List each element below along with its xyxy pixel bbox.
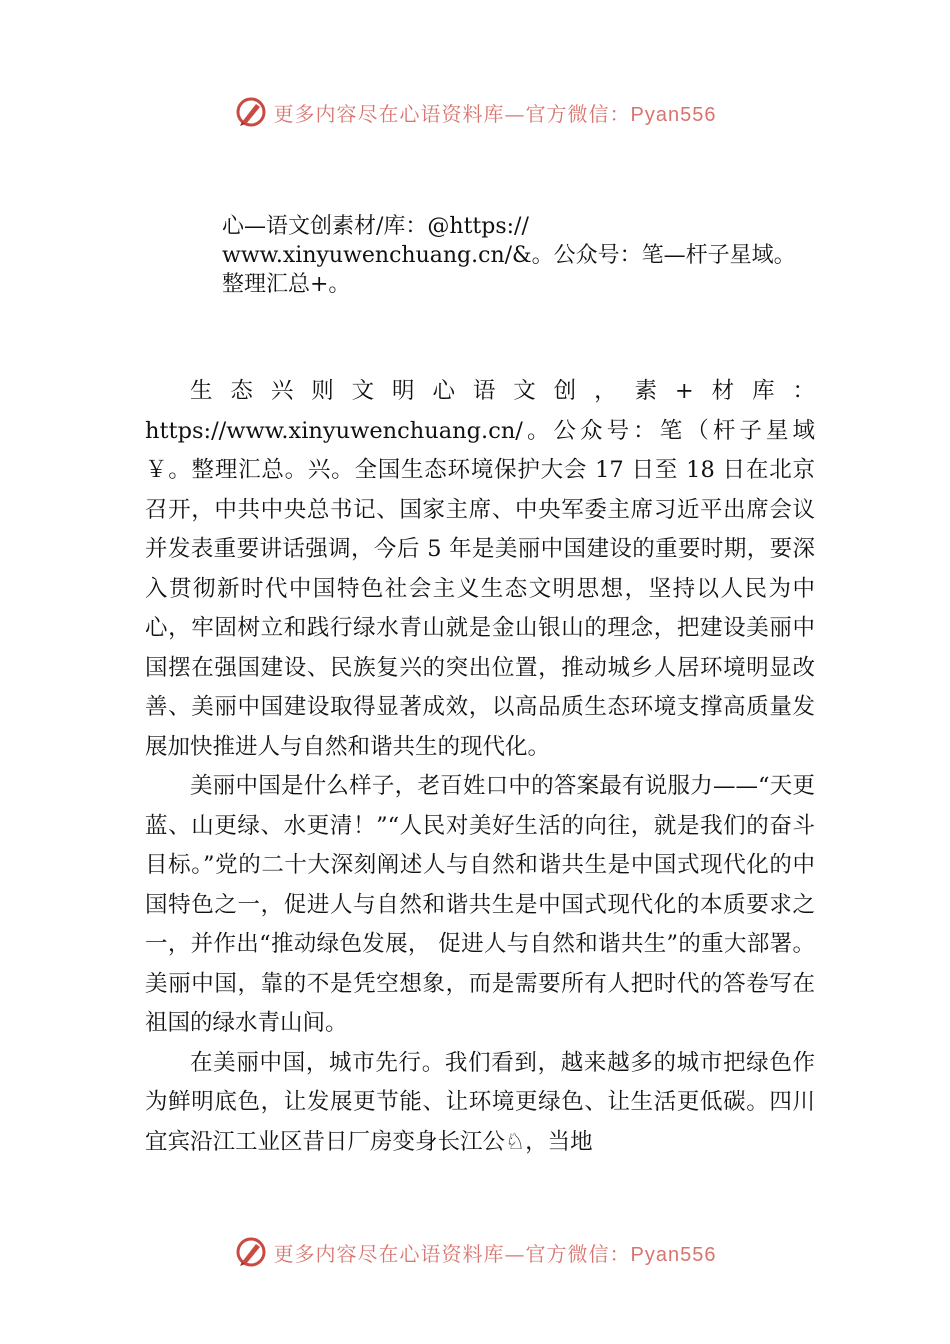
article-paragraph: 在美丽中国，城市先行。我们看到，越来越多的城市把绿色作为鲜明底色，让发展更节能、让环境更绿色、让生活更低碳。四川宜宾沿江工业区昔日厂房变身长江公♘，当地 [145, 1049, 815, 1155]
source-note [222, 212, 822, 299]
header-banner [0, 92, 950, 132]
article-body [145, 372, 815, 1162]
article-paragraph: 美丽中国是什么样子，老百姓口中的答案最有说服力——“天更蓝、山更绿、水更清！”“人民对美好生活的向往，就是我们的奋斗目标。”党的二十大深刻阐述人与自然和谐共生是中国式现代化的中国特色之一，促进人与自然和谐共生是中国式现代化的本质要求之一，并作出“推动绿色发展， 促进人与自然和谐共生”的重大部署。美丽中国，靠的不是凭空想象，而是需要所有人把时代的答卷写在祖国的绿水青山间。 [145, 773, 815, 1036]
pen-logo-icon [234, 1235, 268, 1269]
source-note-line: 整理汇总+。 [222, 272, 351, 297]
article-paragraph: 生态兴则文明心语文创，素+材库：https://www.xinyuwenchuang.cn/。公众号：笔（杆子星域￥。整理汇总。兴。全国生态环境保护大会 17 日至 18 日在北京召开，中共中央总书记、国家主席、中央军委主席习近平出席会议并发表重要讲话强调，今后 5 年是美丽中国建设的重要时期，要深入贯彻新时代中国特色社会主义生态文明思想，坚持以人民为中心，牢固树立和践行绿水青山就是金山银山的理念，把建设美丽中国摆在强国建设、民族复兴的突出位置，推动城乡人居环境明显改善、美丽中国建设取得显著成效，以高品质生态环境支撑高质量发展加快推进人与自然和谐共生的现代化。 [145, 378, 815, 760]
footer-wechat-id: Pyan556 [630, 1243, 717, 1266]
source-note-line: 心—语文创素材/库：@https:// [222, 214, 529, 239]
source-note-line: www.xinyuwenchuang.cn/&。公众号：笔—杆子星域。 [222, 243, 796, 268]
pen-logo-icon [234, 95, 268, 129]
header-wechat-id: Pyan556 [630, 103, 717, 126]
footer-banner-text: 更多内容尽在心语资料库—官方微信：Pyan556 [273, 1241, 717, 1266]
footer-banner [0, 1232, 950, 1272]
header-banner-text: 更多内容尽在心语资料库—官方微信：Pyan556 [273, 101, 717, 126]
